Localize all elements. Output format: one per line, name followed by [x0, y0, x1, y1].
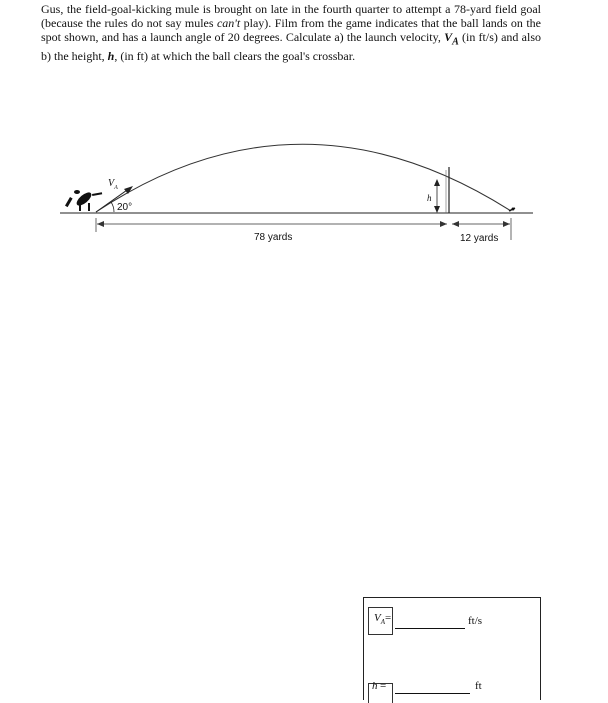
h-equals: =	[380, 680, 387, 692]
problem-va-symbol: $V_A$	[444, 30, 459, 48]
angle-label: 20°	[117, 202, 133, 213]
problem-text-cant: can't	[216, 16, 241, 30]
height-label: h	[427, 193, 432, 203]
mule-icon	[65, 190, 102, 211]
va-answer-line[interactable]	[395, 628, 465, 629]
h-answer-symbol: h	[372, 680, 378, 692]
va-answer-symbol: $V_A$	[374, 612, 386, 627]
problem-text-part1: Gus, the field-goal-kicking mule is brought on late in the fourth quarter to attempt a 78-yard field goal (because the rules do not say mules	[41, 2, 541, 30]
h-unit: ft	[475, 680, 482, 692]
angle-arc	[111, 202, 114, 212]
problem-text-part4: , (in ft) at which the ball clears the goal's crossbar.	[114, 49, 356, 64]
field-goal-diagram	[0, 0, 608, 300]
problem-va-subscript: A	[452, 36, 459, 48]
problem-h-symbol: h	[107, 49, 115, 64]
va-equals: =	[385, 612, 392, 624]
problem-text-part3: (in ft/s) and also b) the height,	[41, 30, 541, 64]
problem-text-part2: play). Film from the game indicates that the ball lands on the spot shown, and has a launch angle of 20 degrees. Calculate a) the launch velocity,	[41, 16, 542, 44]
landing-ball-icon	[509, 208, 515, 212]
va-unit: ft/s	[468, 615, 483, 627]
velocity-label: $V_A$	[108, 178, 118, 191]
answer-box	[363, 597, 541, 700]
h-answer-line[interactable]	[395, 693, 470, 694]
distance-78-label: 78 yards	[254, 232, 293, 243]
distance-12-label: 12 yards	[460, 233, 499, 244]
